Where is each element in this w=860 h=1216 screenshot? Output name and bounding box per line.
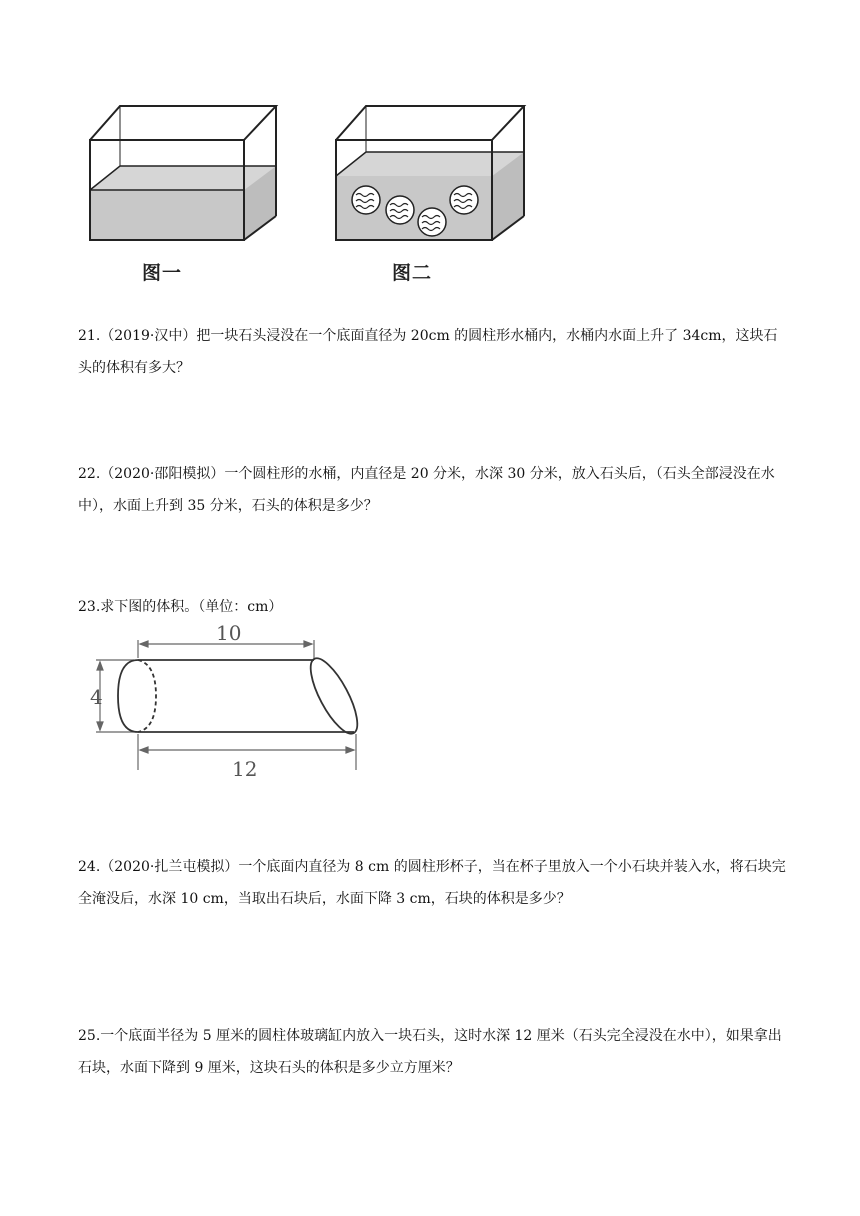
- bottom-length-label: 12: [232, 757, 258, 781]
- tank-figure-2: [334, 104, 534, 244]
- question-22: [78, 458, 788, 522]
- slanted-cylinder-figure: [88, 620, 368, 780]
- question-21-text: 21.（2019·汉中）把一块石头浸没在一个底面直径为 20cm 的圆柱形水桶内，水桶内水面上升了 34cm，这块石头的体积有多大？: [78, 328, 778, 376]
- question-23-text: 23.求下图的体积。（单位：cm）: [78, 599, 283, 615]
- question-23: [78, 591, 788, 623]
- question-25: [78, 1020, 788, 1084]
- height-label: 4: [90, 685, 103, 709]
- question-25-text: 25.一个底面半径为 5 厘米的圆柱体玻璃缸内放入一块石头，这时水深 12 厘米（石头完全浸没在水中），如果拿出石块，水面下降到 9 厘米，这块石头的体积是多少立方厘米？: [78, 1028, 782, 1076]
- question-24: [78, 851, 788, 915]
- question-22-text: 22.（2020·邵阳模拟）一个圆柱形的水桶，内直径是 20 分米，水深 30 分米，放入石头后，（石头全部浸没在水中），水面上升到 35 分米，石头的体积是多少？: [78, 466, 775, 514]
- question-21: [78, 320, 788, 384]
- question-24-text: 24.（2020·扎兰屯模拟）一个底面内直径为 8 cm 的圆柱形杯子，当在杯子里放入一个小石块并装入水，将石块完全淹没后，水深 10 cm，当取出石块后，水面下降 3 cm，石块的体积是多少？: [78, 859, 786, 907]
- figure-2-caption: 图二: [392, 262, 433, 284]
- top-length-label: 10: [216, 621, 242, 645]
- tank-figure-1: [88, 104, 288, 244]
- figure-1-caption: 图一: [142, 262, 183, 284]
